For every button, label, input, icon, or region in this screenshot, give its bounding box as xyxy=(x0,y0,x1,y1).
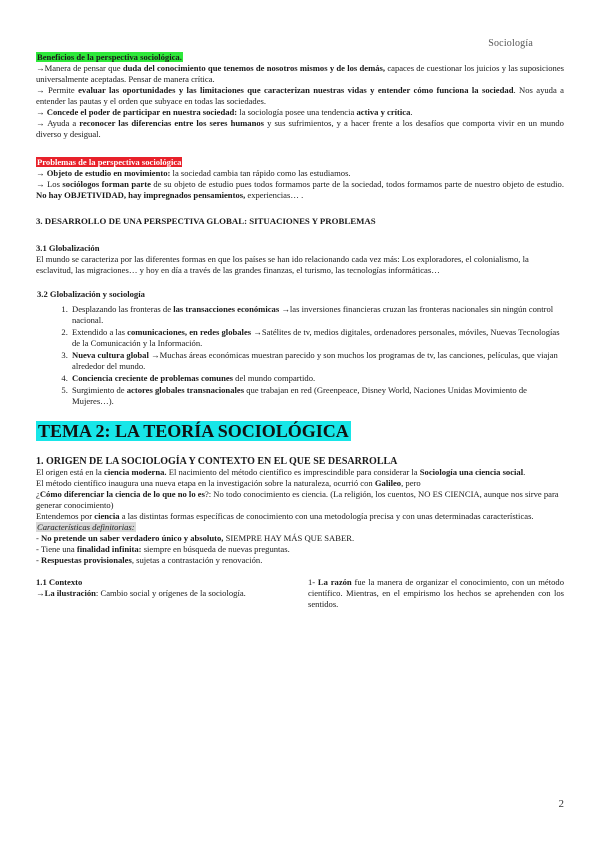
benefits-p1: →Manera de pensar que duda del conocimiento que tenemos de nosotros mismos y de los demás, capaces de cuestionar los juicios y las suposiciones universalmente aceptadas. Pensar de manera crítica. xyxy=(36,63,564,84)
problems-heading: Problemas de la perspectiva sociológica xyxy=(37,157,182,167)
characteristic-3: - Respuestas provisionales, sujetas a contrastación y renovación. xyxy=(36,555,263,565)
section31-text: El mundo se caracteriza por las diferentes formas en que los países se han ido relacionando cada vez más: Los exploradores, el colonialismo, la esclavitud, las migraciones… y hoy en día a través de las grandes finanzas, el turismo, las tecnologías informáticas… xyxy=(36,254,529,275)
list-item: 3. Nueva cultura global →Muchas áreas económicas muestran parecido y son muchos los programas de tv, las canciones, películas, que viajan alrededor del mundo. xyxy=(70,350,564,372)
list-item: 4. Conciencia creciente de problemas comunes del mundo compartido. xyxy=(70,373,564,384)
benefits-p4: → Ayuda a reconocer las diferencias entre los seres humanos y sus sufrimientos, y a hacer frente a los desafíos que comporta vivir en un mundo diverso y desigual. xyxy=(36,118,564,139)
context-right-text: 1- La razón fue la manera de organizar el conocimiento, con un método científico. Mientras, en el empirismo los hechos se aprehenden con los sentidos. xyxy=(308,577,565,609)
characteristic-1: - No pretende un saber verdadero único y absoluto, SIEMPRE HAY MÁS QUE SABER. xyxy=(36,533,355,543)
context-columns xyxy=(36,577,564,610)
tema2-s1-p3: ¿Cómo diferenciar la ciencia de lo que no lo es?: No todo conocimiento es ciencia. (La religión, los cuentos, NO ES CIENCIA, aunque nos sirve para generar conocimiento) xyxy=(36,489,559,510)
tema2-s1-p2: El método científico inaugura una nueva etapa en la investigación sobre la naturaleza, ocurrió con Galileo, pero xyxy=(36,478,421,488)
benefits-p3: → Concede el poder de participar en nuestra sociedad: la sociología posee una tendencia activa y crítica. xyxy=(36,107,413,117)
problems-p2: → Los sociólogos forman parte de su objeto de estudio pues todos formamos parte de la sociedad, todos formamos parte de nuestro objeto de estudio. No hay OBJETIVIDAD, hay impregnados pensamientos, experiencias… . xyxy=(36,179,564,200)
list-item: 5. Surgimiento de actores globales transnacionales que trabajan en red (Greenpeace, Disney World, Naciones Unidas Movimiento de Mujeres…). xyxy=(70,385,564,407)
section3-heading: 3. DESARROLLO DE UNA PERSPECTIVA GLOBAL: SITUACIONES Y PROBLEMAS xyxy=(36,216,376,226)
page-number: 2 xyxy=(558,798,564,810)
context-left-column xyxy=(36,577,298,610)
characteristic-2: - Tiene una finalidad infinita: siempre en búsqueda de nuevas preguntas. xyxy=(36,544,290,554)
tema2-s1-p4: Entendemos por ciencia a las distintas formas específicas de conocimiento con una metodología precisa y con unas determinadas características. xyxy=(36,511,534,521)
tema2-title: TEMA 2: LA TEORÍA SOCIOLÓGICA xyxy=(38,421,349,441)
tema2-s1-p1: El origen está en la ciencia moderna. El nacimiento del método científico es imprescindible para considerar la Sociología una ciencia social. xyxy=(36,467,526,477)
globalization-list xyxy=(36,304,564,407)
benefits-heading: Beneficios de la perspectiva sociológica. xyxy=(37,52,182,62)
benefits-p2: → Permite evaluar las oportunidades y las limitaciones que caracterizan nuestras vidas y entender cómo funciona la sociedad. Nos ayuda a entender las pautas y el orden que subyace en todas las sociedades. xyxy=(36,85,564,106)
section32-heading: 3.2 Globalización y sociología xyxy=(37,289,145,299)
context-right-column xyxy=(308,577,564,610)
list-item: 1. Desplazando las fronteras de las transacciones económicas →las inversiones financieras cruzan las fronteras nacionales sin ningún control nacional. xyxy=(70,304,564,326)
tema2-s11-heading: 1.1 Contexto xyxy=(36,577,83,587)
problems-p1: → Objeto de estudio en movimiento: la sociedad cambia tan rápido como las estudiamos. xyxy=(36,168,351,178)
context-left-text: →La ilustración: Cambio social y orígenes de la sociología. xyxy=(36,588,246,598)
tema2-s1-heading: 1. ORIGEN DE LA SOCIOLOGÍA Y CONTEXTO EN EL QUE SE DESARROLLA xyxy=(36,456,398,467)
list-item: 2. Extendido a las comunicaciones, en redes globales →Satélites de tv, medios digitales, ordenadores personales, móviles, Nuevas Tecnologías de la Comunicación y la Información. xyxy=(70,327,564,349)
header-title: Sociología xyxy=(488,38,533,49)
section31-heading: 3.1 Globalización xyxy=(36,243,100,253)
characteristics-heading: Características definitorias: xyxy=(37,522,135,532)
content xyxy=(36,52,564,610)
